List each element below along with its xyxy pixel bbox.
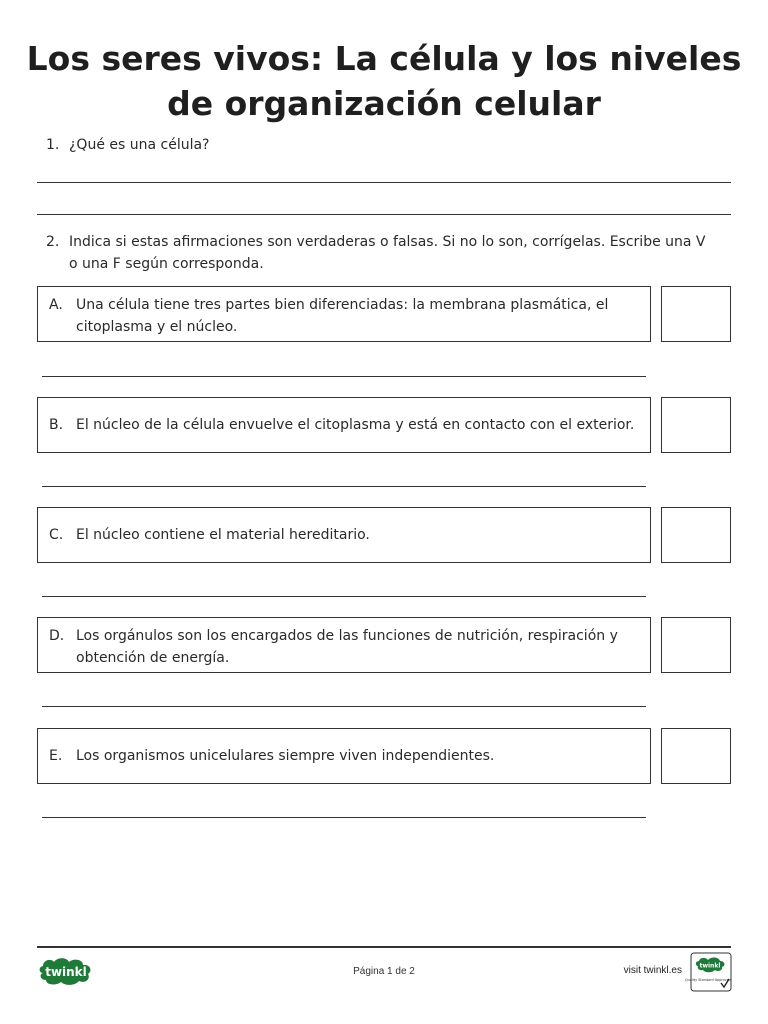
statement-box-c xyxy=(37,507,651,563)
visit-link[interactable]: visit twinkl.es xyxy=(623,965,682,976)
statement-line1: Los organismos unicelulares siempre viven independientes. xyxy=(76,748,495,764)
correction-line-a[interactable] xyxy=(42,376,646,377)
correction-line-d[interactable] xyxy=(42,706,646,707)
badge-logo-text: twinkl xyxy=(699,962,721,970)
correction-line-e[interactable] xyxy=(42,817,646,818)
answer-box-a[interactable] xyxy=(661,286,731,342)
statement-line2: citoplasma y el núcleo. xyxy=(76,319,238,335)
answer-box-d[interactable] xyxy=(661,617,731,673)
correction-line-b[interactable] xyxy=(42,486,646,487)
statement-letter: D. xyxy=(49,628,65,644)
statement-line1: Una célula tiene tres partes bien diferenciadas: la membrana plasmática, el xyxy=(76,297,609,313)
answer-box-b[interactable] xyxy=(661,397,731,453)
statement-line1: El núcleo contiene el material hereditario. xyxy=(76,527,370,543)
question-text-line1: Indica si estas afirmaciones son verdaderas o falsas. Si no lo son, corrígelas. Escribe una V xyxy=(69,234,706,250)
footer-divider xyxy=(37,946,731,948)
badge-sub-text: Quality Standard Approved xyxy=(685,978,731,982)
question-number: 2. xyxy=(46,234,60,250)
statement-line2: obtención de energía. xyxy=(76,650,230,666)
statement-box-d xyxy=(37,617,651,673)
page-title: Los seres vivos: La célula y los niveles de organización celular xyxy=(26,39,742,123)
answer-box-e[interactable] xyxy=(661,728,731,784)
page-number: Página 1 de 2 xyxy=(353,966,415,977)
statement-letter: B. xyxy=(49,417,64,433)
logo-text: twinkl xyxy=(45,965,87,979)
quality-badge-icon xyxy=(685,952,732,992)
statement-line1: El núcleo de la célula envuelve el citoplasma y está en contacto con el exterior. xyxy=(76,417,635,433)
question-number: 1. xyxy=(46,137,60,153)
question-2 xyxy=(46,231,736,275)
statement-box-e xyxy=(37,728,651,784)
question-text-line2: o una F según corresponda. xyxy=(69,256,264,272)
statement-letter: E. xyxy=(49,748,63,764)
answer-box-c[interactable] xyxy=(661,507,731,563)
statement-letter: C. xyxy=(49,527,64,543)
statement-line1: Los orgánulos son los encargados de las funciones de nutrición, respiración y xyxy=(76,628,618,644)
statement-box-b xyxy=(37,397,651,453)
answer-line[interactable] xyxy=(37,182,731,183)
statement-box-a xyxy=(37,286,651,342)
statement-letter: A. xyxy=(49,297,63,313)
question-text: ¿Qué es una célula? xyxy=(69,137,210,153)
answer-line[interactable] xyxy=(37,214,731,215)
correction-line-c[interactable] xyxy=(42,596,646,597)
